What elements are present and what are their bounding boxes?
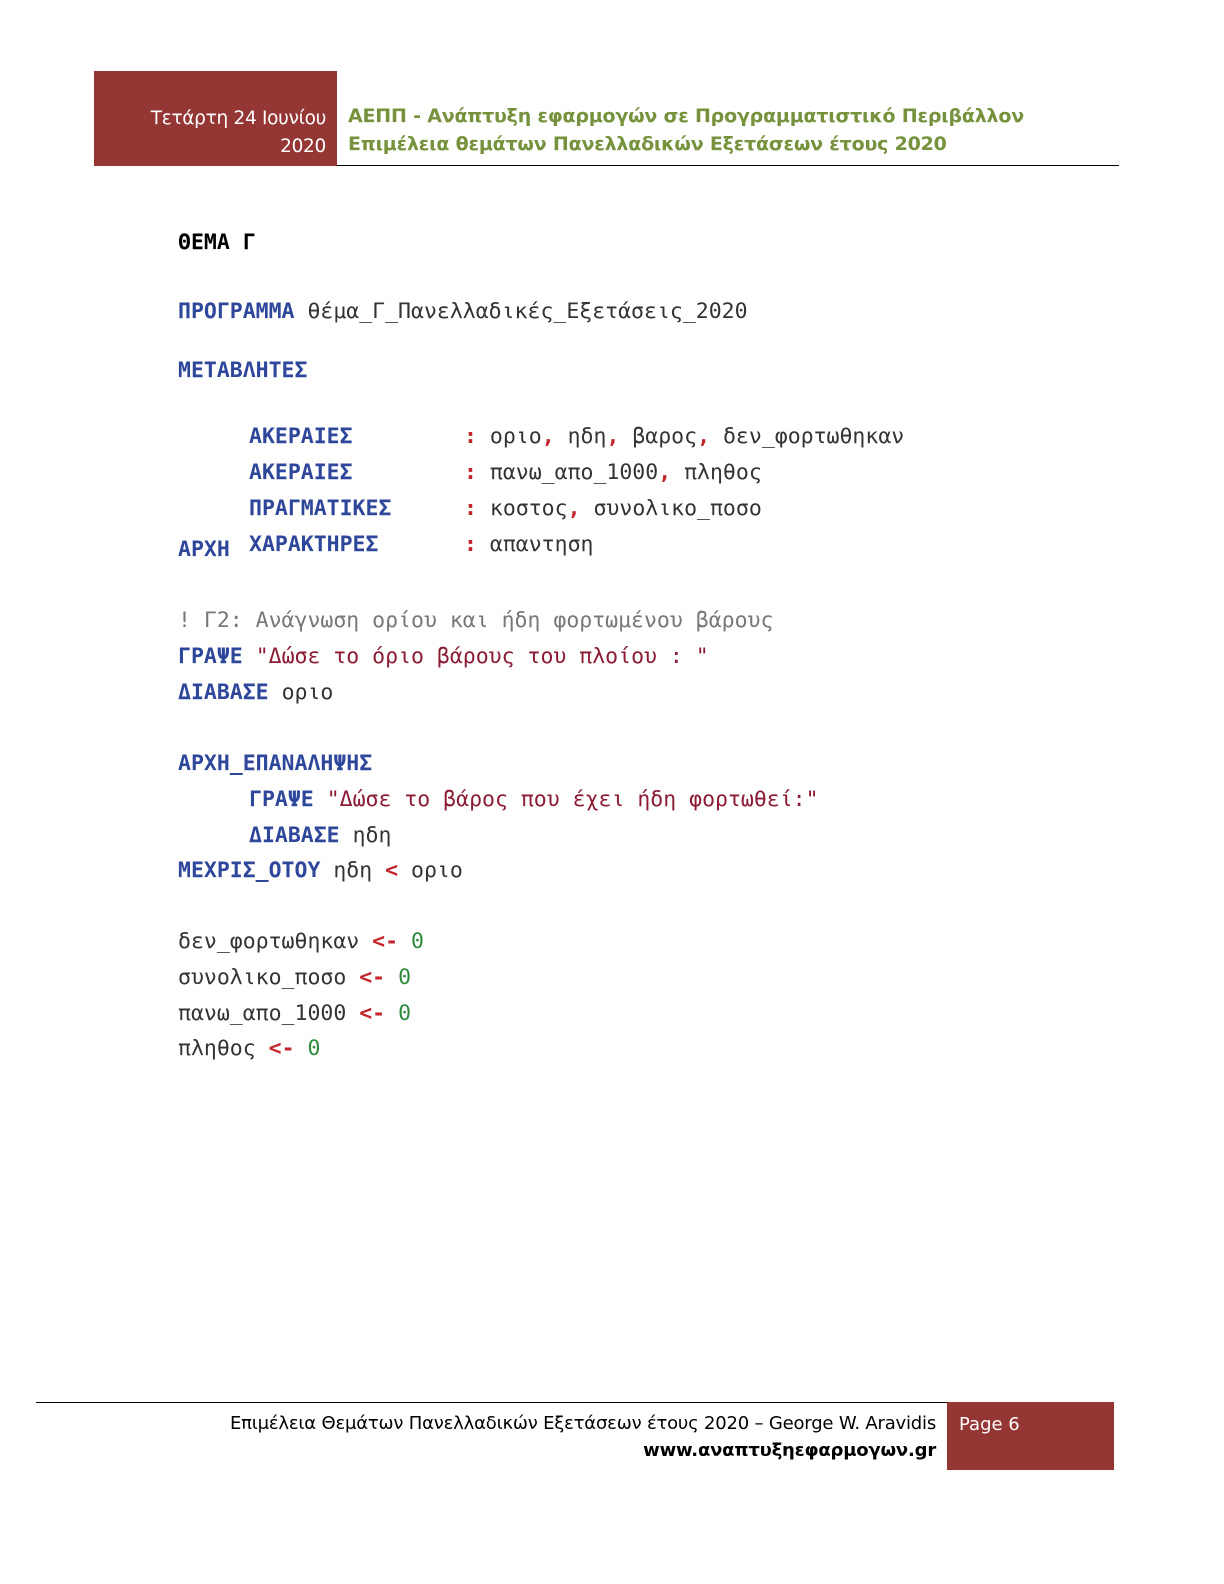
header-title (348, 102, 1108, 158)
declaration-type: ΠΡΑΓΜΑΤΙΚΕΣ (249, 496, 392, 521)
assign-operator: <- (268, 1036, 295, 1061)
header-title-line1: ΑΕΠΠ - Ανάπτυξη εφαρμογών σε Προγραμματιστικό Περιβάλλον (348, 105, 1024, 127)
assignment-variable: συνολικο_ποσο (178, 965, 347, 990)
less-than-operator: < (385, 858, 399, 883)
keyword-read: ΔΙΑΒΑΣΕ (249, 823, 340, 848)
code-line-write (178, 642, 709, 672)
declaration-type: ΑΚΕΡΑΙΕΣ (249, 424, 353, 449)
declaration-name: απαντηση (489, 532, 594, 557)
code-line-until (178, 856, 463, 886)
declaration-name: δεν_φορτωθηκαν (722, 424, 905, 449)
declaration-name: οριο (489, 424, 542, 449)
assignment-value: 0 (307, 1036, 321, 1061)
declaration-colon: : (464, 460, 477, 485)
comma: , (697, 424, 711, 449)
header-date-box (94, 71, 337, 166)
assignment-line (178, 927, 424, 957)
section-heading-text: ΘΕΜΑ Γ (178, 230, 256, 255)
header-title-line2: Επιμέλεια θεμάτων Πανελλαδικών Εξετάσεων έτους 2020 (348, 133, 947, 155)
assignment-value: 0 (398, 1001, 412, 1026)
program-name: θέμα_Γ_Πανελλαδικές_Εξετάσεις_2020 (307, 299, 748, 324)
page-number-box (947, 1402, 1114, 1470)
code-line-begin (178, 535, 230, 565)
declaration-name: πληθος (684, 460, 762, 485)
declaration-colon: : (464, 424, 477, 449)
footer-url-link[interactable]: www.αναπτυξηεφαρμογων.gr (643, 1440, 936, 1461)
declaration-name: κοστος (489, 496, 568, 521)
footer-credit: Επιμέλεια Θεμάτων Πανελλαδικών Εξετάσεων έτους 2020 – George W. Aravidis (229, 1413, 936, 1434)
assign-operator: <- (359, 1001, 386, 1026)
keyword-repeat: ΑΡΧΗ_ΕΠΑΝΑΛΗΨΗΣ (178, 751, 373, 776)
code-line-read (178, 678, 333, 708)
declaration-name: βαρος (632, 424, 698, 449)
declaration-row (178, 392, 905, 449)
declaration-name: συνολικο_ποσο (593, 496, 762, 521)
keyword-begin: ΑΡΧΗ (178, 537, 230, 562)
assignment-variable: πανω_απο_1000 (178, 1001, 347, 1026)
comma: , (606, 424, 620, 449)
assignment-line (178, 963, 411, 993)
declaration-type: ΧΑΡΑΚΤΗΡΕΣ (249, 532, 379, 557)
assign-operator: <- (359, 965, 386, 990)
code-comment (178, 606, 773, 636)
condition-right: οριο (411, 858, 463, 883)
declaration-name: πανω_απο_1000 (489, 460, 659, 485)
header-divider (337, 165, 1119, 166)
keyword-read: ΔΙΑΒΑΣΕ (178, 680, 269, 705)
declaration-colon: : (464, 532, 477, 557)
comma: , (541, 424, 555, 449)
section-heading (178, 228, 256, 258)
assignment-line (178, 1034, 320, 1064)
declaration-type: ΑΚΕΡΑΙΕΣ (249, 460, 353, 485)
footer-text (180, 1410, 936, 1464)
header-date-line2: 2020 (280, 136, 326, 157)
assignment-value: 0 (411, 929, 424, 954)
condition-left: ηδη (333, 858, 373, 883)
assignment-value: 0 (398, 965, 412, 990)
code-line-program (178, 297, 748, 327)
footer-divider (36, 1402, 948, 1403)
comma: , (567, 496, 581, 521)
read-variable: ηδη (352, 823, 392, 848)
comma: , (658, 460, 672, 485)
code-line-repeat (178, 749, 372, 779)
header-date-line1: Τετάρτη 24 Ιουνίου (150, 108, 326, 129)
keyword-until: ΜΕΧΡΙΣ_ΟΤΟΥ (178, 858, 321, 883)
assignment-variable: πληθος (178, 1036, 256, 1061)
comment-text: ! Γ2: Ανάγνωση ορίου και ήδη φορτωμένου βάρους (178, 608, 774, 633)
declaration-colon: : (464, 496, 477, 521)
keyword-write: ΓΡΑΨΕ (178, 644, 243, 669)
assign-operator: <- (372, 929, 399, 954)
assignment-line (178, 999, 411, 1029)
assignment-variable: δεν_φορτωθηκαν (178, 929, 360, 954)
string-literal: "Δώσε το βάρος που έχει ήδη φορτωθεί:" (326, 787, 819, 812)
keyword-write: ΓΡΑΨΕ (249, 787, 314, 812)
declaration-name: ηδη (567, 424, 607, 449)
code-line-variables (178, 356, 307, 386)
read-variable: οριο (281, 680, 334, 705)
keyword-program: ΠΡΟΓΡΑΜΜΑ (178, 299, 295, 324)
page-number: Page 6 (959, 1414, 1020, 1435)
keyword-variables: ΜΕΤΑΒΛΗΤΕΣ (178, 358, 308, 383)
string-literal: "Δώσε το όριο βάρους του πλοίου : " (255, 644, 709, 669)
